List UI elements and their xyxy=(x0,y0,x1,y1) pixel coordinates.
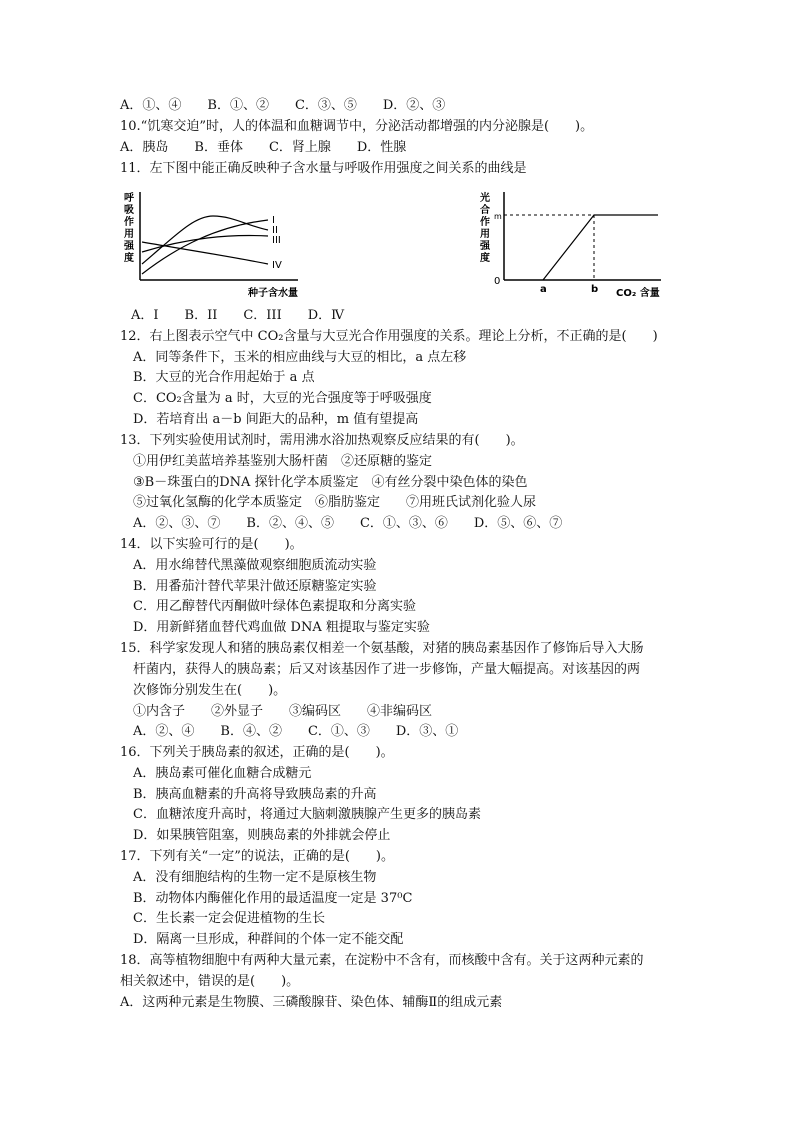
question-15-statements: ①内含子 ②外显子 ③编码区 ④非编码区 xyxy=(133,704,433,719)
question-14-option-a: A．用水绵替代黑藻做观察细胞质流动实验 xyxy=(133,558,377,573)
question-16: 16．下列关于胰岛素的叙述，正确的是( )。 xyxy=(120,745,394,760)
question-14: 14．以下实验可行的是( )。 xyxy=(120,537,303,552)
svg-text:作: 作 xyxy=(124,217,134,228)
question-18-option-a: A．这两种元素是生物膜、三磷酸腺苷、染色体、辅酶Ⅱ的组成元素 xyxy=(120,995,503,1010)
svg-text:作: 作 xyxy=(480,217,490,228)
svg-text:用: 用 xyxy=(124,229,134,240)
svg-text:用: 用 xyxy=(480,229,490,240)
svg-text:合: 合 xyxy=(480,205,490,216)
question-15-line-1: 15．科学家发现人和猪的胰岛素仅相差一个氨基酸，对猪的胰岛素基因作了修饰后导入大肠 xyxy=(120,641,644,656)
x-axis-label: CO₂ 含量 xyxy=(616,288,660,299)
question-16-option-d: D．如果胰管阻塞，则胰岛素的外排就会停止 xyxy=(133,828,391,843)
photosynthesis-curve xyxy=(543,215,658,280)
label-iii: III xyxy=(272,235,281,246)
y-axis-label xyxy=(123,191,135,264)
question-15-line-3: 次修饰分别发生在( )。 xyxy=(133,683,287,698)
respiration-curve-figure xyxy=(118,186,318,304)
question-11-options: A．I B．II C．III D．Ⅳ xyxy=(131,308,345,323)
question-12-option-c: C．CO₂含量为 a 时，大豆的光合强度等于呼吸强度 xyxy=(133,391,432,406)
question-16-option-a: A．胰岛素可催化血糖合成糖元 xyxy=(133,766,312,781)
question-14-option-d: D．用新鲜猪血替代鸡血做 DNA 粗提取与鉴定实验 xyxy=(133,620,430,635)
tick-b: b xyxy=(591,284,599,295)
question-18-line-2: 相关叙述中，错误的是( )。 xyxy=(120,974,300,989)
line-q9-options: A．①、④ B．①、② C．③、⑤ D．②、③ xyxy=(120,98,446,113)
photosynthesis-curve-figure xyxy=(476,186,676,304)
question-17-option-d: D．隔离一旦形成，种群间的个体一定不能交配 xyxy=(133,932,404,947)
question-13-options: A．②、③、⑦ B．②、④、⑤ C．①、③、⑥ D．⑤、⑥、⑦ xyxy=(133,516,563,531)
label-iv: IV xyxy=(272,260,282,271)
curve-iii xyxy=(142,236,268,252)
origin-label: 0 xyxy=(494,276,501,287)
question-17-option-b: B．动物体内酶催化作用的最适温度一定是 37⁰C xyxy=(133,891,413,906)
m-mark: m xyxy=(494,212,502,221)
question-12-option-a: A．同等条件下，玉米的相应曲线与大豆的相比，a 点左移 xyxy=(133,350,467,365)
svg-text:呼: 呼 xyxy=(124,193,134,204)
question-17: 17．下列有关“一定”的说法，正确的是( )。 xyxy=(120,849,394,864)
svg-text:吸: 吸 xyxy=(124,205,134,216)
question-14-option-c: C．用乙醇替代丙酮做叶绿体色素提取和分离实验 xyxy=(133,599,416,614)
question-17-option-a: A．没有细胞结构的生物一定不是原核生物 xyxy=(133,870,377,885)
x-axis-label: 种子含水量 xyxy=(248,288,298,299)
question-13: 13．下列实验使用试剂时，需用沸水浴加热观察反应结果的有( )。 xyxy=(120,433,524,448)
question-12-option-d: D．若培育出 a－b 间距大的品种，m 值有望提高 xyxy=(133,412,419,427)
y-axis-label xyxy=(479,191,491,264)
svg-text:强: 强 xyxy=(124,241,134,252)
svg-text:度: 度 xyxy=(480,253,490,264)
question-17-option-c: C．生长素一定会促进植物的生长 xyxy=(133,911,325,926)
question-11: 11．左下图中能正确反映种子含水量与呼吸作用强度之间关系的曲线是 xyxy=(120,161,527,176)
label-i: I xyxy=(272,215,275,226)
question-12-option-b: B．大豆的光合作用起始于 a 点 xyxy=(133,370,315,385)
question-10-options: A．胰岛 B．垂体 C．肾上腺 D．性腺 xyxy=(120,140,407,155)
question-13-statements-3: ⑤过氧化氢酶的化学本质鉴定 ⑥脂肪鉴定 ⑦用班氏试剂化验人尿 xyxy=(133,495,537,510)
question-16-option-c: C．血糖浓度升高时，将通过大脑刺激胰腺产生更多的胰岛素 xyxy=(133,807,481,822)
tick-a: a xyxy=(540,284,547,295)
question-13-statements-2: ③B－珠蛋白的DNA 探针化学本质鉴定 ④有丝分裂中染色体的染色 xyxy=(133,475,528,490)
svg-text:度: 度 xyxy=(124,253,134,264)
question-18-line-1: 18．高等植物细胞中有两种大量元素，在淀粉中不含有，而核酸中含有。关于这两种元素的 xyxy=(120,953,644,968)
svg-text:光: 光 xyxy=(480,193,490,204)
question-16-option-b: B．胰高血糖素的升高将导致胰岛素的升高 xyxy=(133,787,377,802)
label-ii: II xyxy=(272,225,278,236)
question-15-line-2: 杆菌内，获得人的胰岛素；后又对该基因作了进一步修饰，产量大幅提高。对该基因的两 xyxy=(133,662,641,677)
svg-text:强: 强 xyxy=(480,241,490,252)
question-10: 10.“饥寒交迫”时，人的体温和血糖调节中，分泌活动都增强的内分泌腺是( )。 xyxy=(120,119,594,134)
question-14-option-b: B．用番茄汁替代苹果汁做还原糖鉴定实验 xyxy=(133,579,377,594)
question-15-options: A．②、④ B．④、② C．①、③ D．③、① xyxy=(133,724,459,739)
question-12: 12．右上图表示空气中 CO₂含量与大豆光合作用强度的关系。理论上分析，不正确的是( ) xyxy=(120,329,658,344)
question-13-statements-1: ①用伊红美蓝培养基鉴别大肠杆菌 ②还原糖的鉴定 xyxy=(133,454,433,469)
